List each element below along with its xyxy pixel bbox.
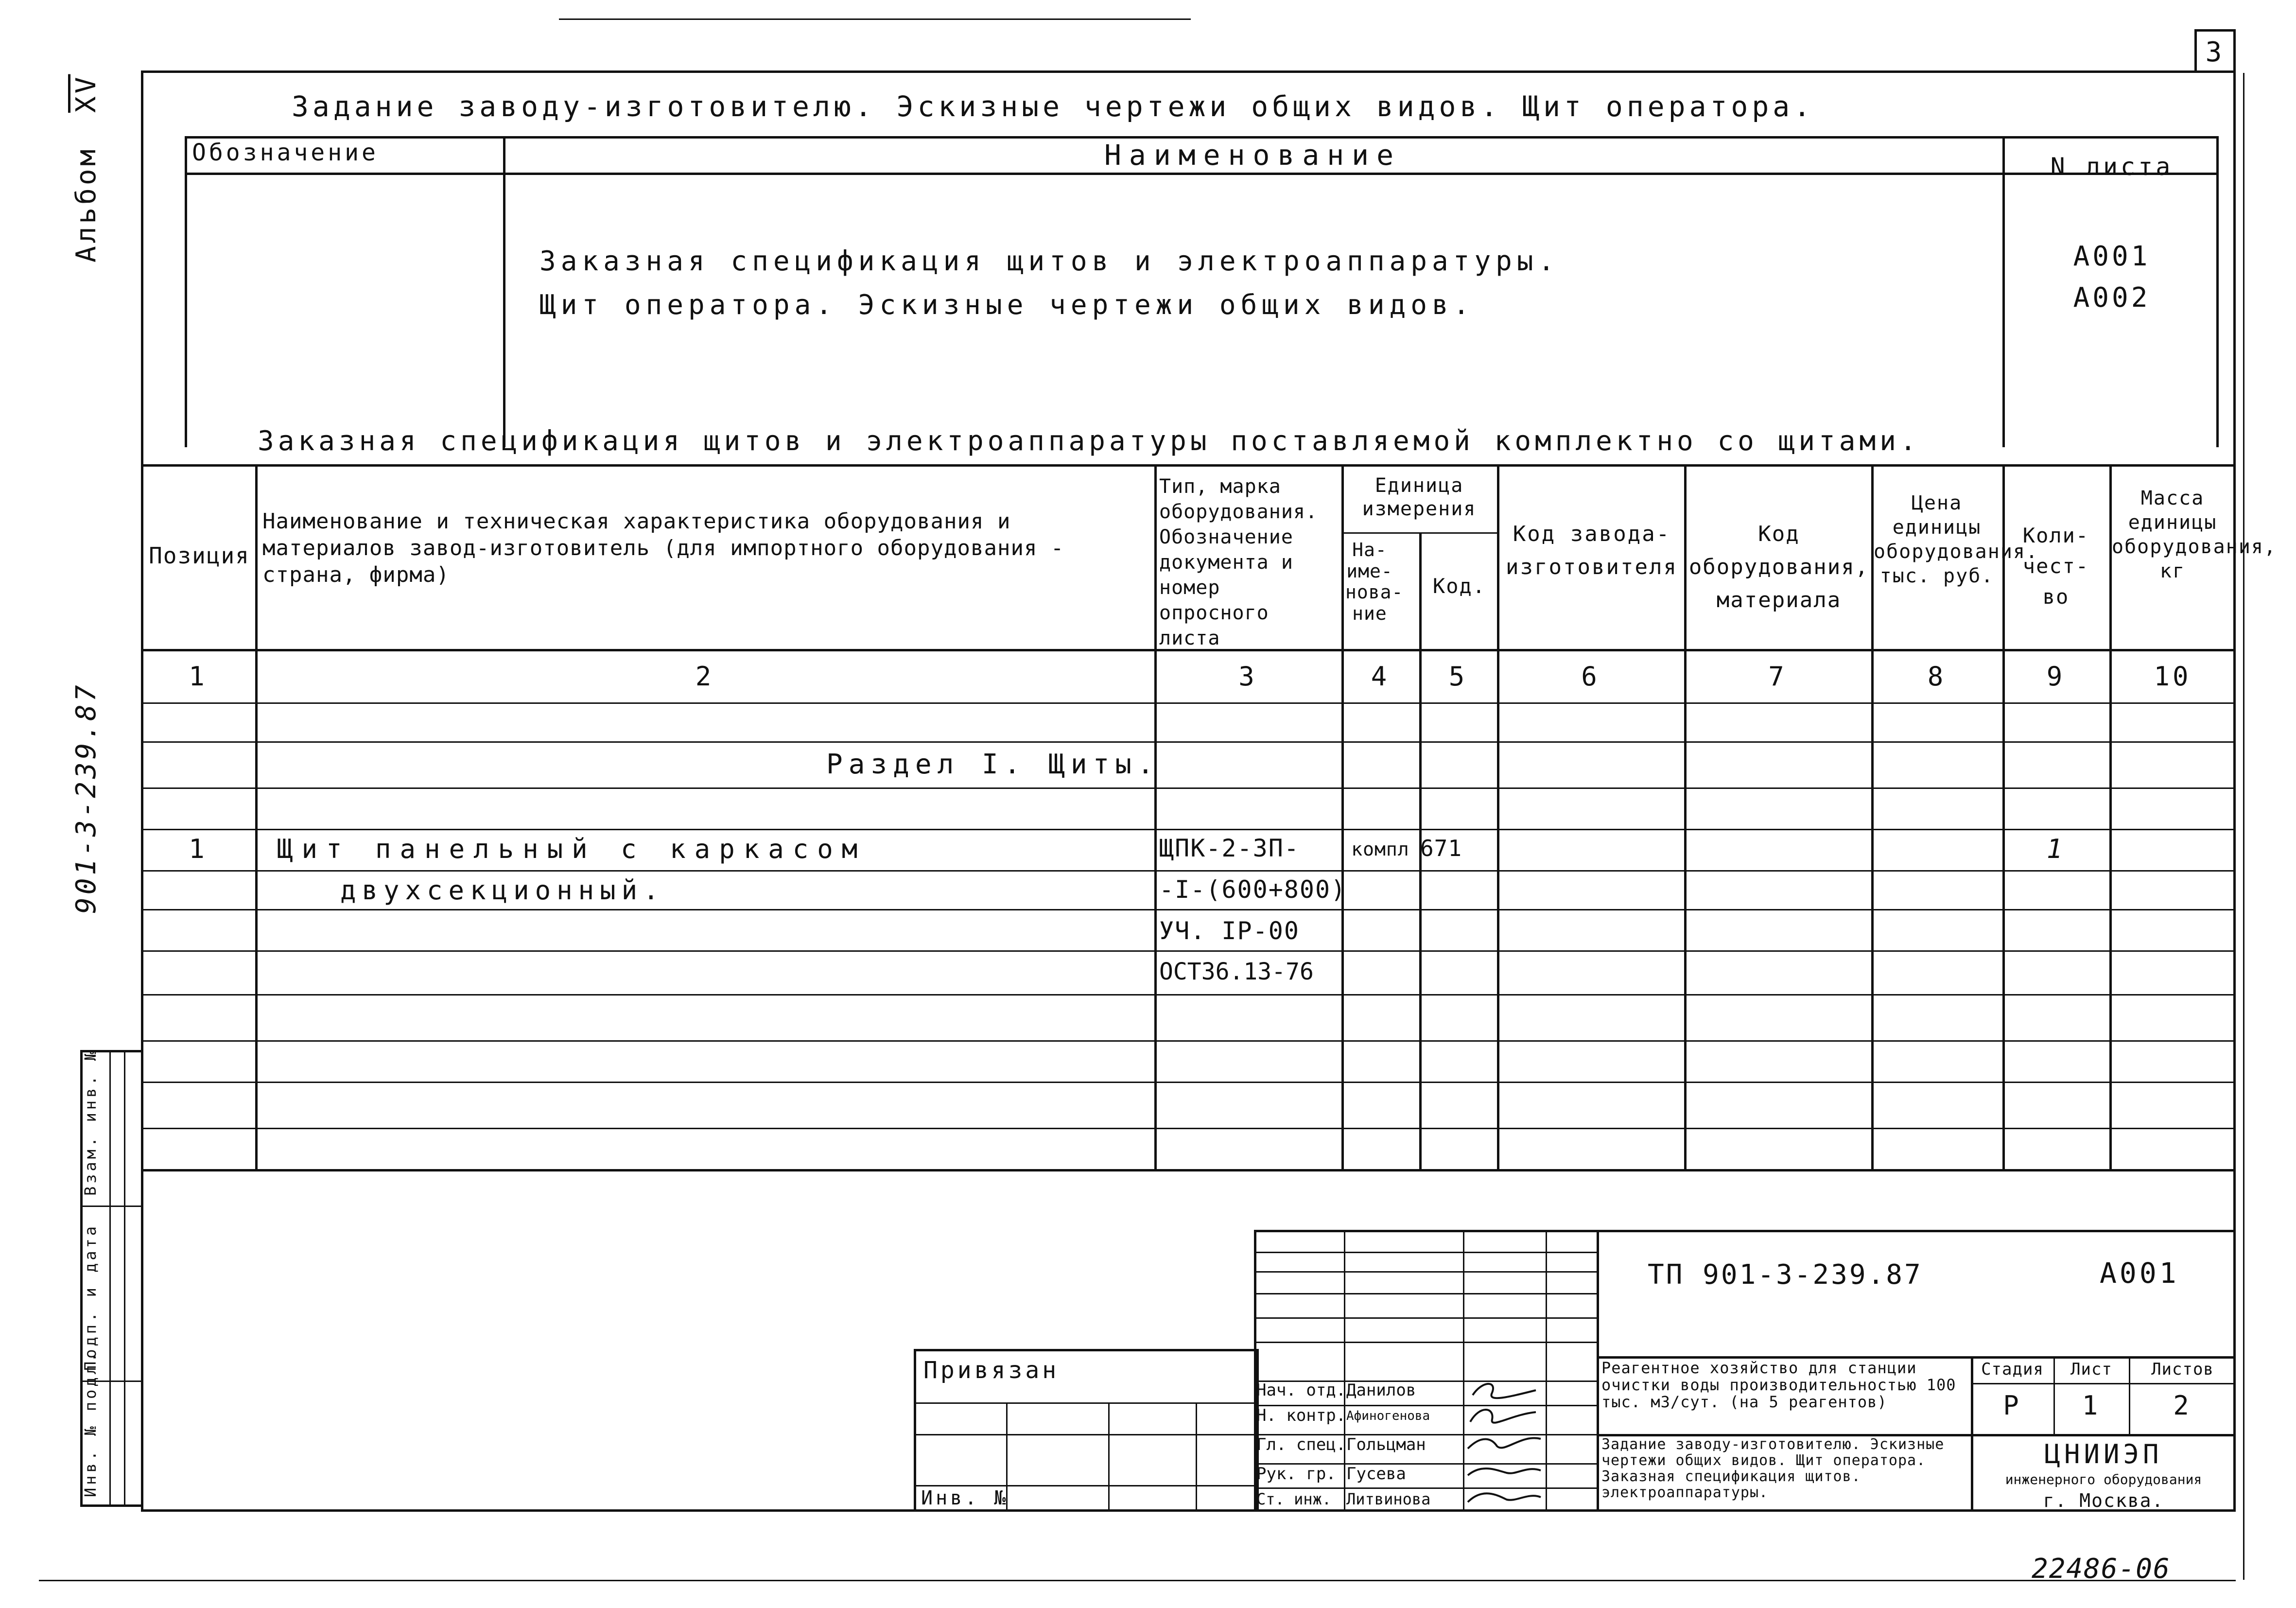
- row-1-code: 671: [1420, 835, 1462, 861]
- tied-col-3: [1196, 1402, 1197, 1512]
- stage-label: Стадия: [1981, 1360, 2044, 1379]
- doc-number: ТП 901-3-239.87: [1648, 1259, 1923, 1291]
- row-line-10: [141, 1082, 2236, 1083]
- project-name: Реагентное хозяйство для станции очистки воды производительностью 100 тыс. м3/сут. (на 5 реагентов): [1601, 1359, 1956, 1412]
- outer-bottom-line: [39, 1580, 2236, 1581]
- row-1-unit: компл: [1351, 839, 1409, 860]
- stage-header-line: [1971, 1383, 2236, 1384]
- tb-row-1: [1254, 1252, 1599, 1253]
- side-stamp-inv-orig: Инв. № подл.: [81, 1349, 100, 1497]
- hdr-unit-code: Код.: [1432, 574, 1486, 598]
- section-heading: Раздел I. Щиты.: [826, 749, 1160, 780]
- sig-role-1: Нач. отд.: [1256, 1381, 1346, 1400]
- hdr-equipment-code: Код оборудования, материала: [1688, 522, 1869, 613]
- colnum-8: 8: [1927, 661, 1947, 692]
- inv-label: Инв. №: [921, 1487, 1009, 1509]
- footer-number: 22486-06: [2032, 1553, 2171, 1585]
- toc-item-2-name: Щит оператора. Эскизные чертежи общих видов.: [539, 289, 1475, 321]
- task-title: Задание заводу-изготовителю. Эскизные чертежи общих видов. Щит оператора.: [292, 90, 1815, 123]
- tied-row-1: [914, 1402, 1259, 1404]
- hdr-position: Позиция: [149, 542, 250, 569]
- toc-item-1-sheet: А001: [2073, 241, 2151, 272]
- spec-col-line-2: [1154, 464, 1157, 1171]
- album-label: Альбом $\overline{XV}$: [70, 74, 102, 262]
- sig-role-2: Н. контр.: [1256, 1406, 1346, 1425]
- row-line-11: [141, 1128, 2236, 1129]
- album-number: $\overline{XV}$: [70, 74, 102, 113]
- spec-col-line-5: [1497, 464, 1499, 1171]
- sheets-value: 2: [2173, 1390, 2192, 1421]
- toc-header-sheet: N листа: [2050, 153, 2174, 181]
- colnum-6: 6: [1581, 661, 1600, 692]
- hdr-factory-code: Код завода-изготовителя: [1506, 522, 1678, 580]
- colnum-1: 1: [189, 661, 208, 692]
- row-line-2: [141, 741, 2236, 743]
- row-line-3: [141, 787, 2236, 789]
- hdr-quantity: Коли-чест-во: [2022, 524, 2089, 609]
- sig-name-3: Гольцман: [1346, 1435, 1426, 1454]
- unit-group-line: [1341, 532, 1497, 534]
- sheets-label: Листов: [2151, 1360, 2214, 1379]
- colnum-9: 9: [2046, 661, 2066, 692]
- outer-right-line: [2243, 73, 2244, 1580]
- toc-item-2-sheet: А002: [2073, 282, 2151, 314]
- org-sub: инженерного оборудования: [2005, 1471, 2202, 1487]
- tb-row-5: [1254, 1342, 1599, 1343]
- colnum-10: 10: [2154, 661, 2192, 692]
- doc-code-side: 901-3-239.87: [70, 682, 102, 914]
- tied-col-2: [1108, 1402, 1110, 1512]
- toc-header-line: [185, 173, 2219, 175]
- colnum-4: 4: [1371, 661, 1390, 692]
- row-line-7: [141, 950, 2236, 952]
- spec-title: Заказная спецификация щитов и электроаппаратуры поставляемой комплектно со щитами.: [258, 425, 1920, 457]
- tied-row-2: [914, 1434, 1259, 1435]
- spec-col-line-8: [2002, 464, 2005, 1171]
- spec-col-line-3: [1341, 464, 1344, 1171]
- sig-name-4: Гусева: [1346, 1464, 1406, 1484]
- sheet-number: 3: [2205, 36, 2225, 68]
- side-stamp-divider: [109, 1050, 111, 1507]
- stage-value: Р: [2003, 1390, 2022, 1421]
- row-2-type: -I-(600+800): [1159, 875, 1347, 904]
- row-line-5: [141, 870, 2236, 872]
- handwritten-signatures: [1463, 1376, 1546, 1512]
- side-stamp-sign-date: Подп. и дата: [81, 1223, 100, 1371]
- hdr-mass: Масса единицы оборудования, кг: [2112, 487, 2277, 582]
- org-name: ЦНИИЭП: [2044, 1439, 2163, 1469]
- toc-item-1-name: Заказная спецификация щитов и электроаппаратуры.: [539, 245, 1560, 277]
- colnum-3: 3: [1238, 661, 1257, 692]
- sig-role-3: Гл. спец.: [1256, 1435, 1346, 1454]
- tb-row-2: [1254, 1271, 1599, 1273]
- row-line-9: [141, 1040, 2236, 1042]
- toc-header-designation: Обозначение: [192, 139, 379, 166]
- hdr-price: Цена единицы оборудования. тыс. руб.: [1874, 492, 2039, 587]
- tb-row-4: [1254, 1317, 1599, 1319]
- sig-name-5: Литвинова: [1346, 1490, 1431, 1508]
- row-3-type: УЧ. IР-00: [1159, 917, 1300, 945]
- row-2-name: двухсекционный.: [340, 875, 665, 906]
- toc-header-name: Наименование: [1104, 139, 1402, 172]
- tied-row-3: [914, 1485, 1259, 1486]
- row-1-type: ЩПК-2-3П-: [1159, 834, 1300, 862]
- row-1-name: Щит панельный с каркасом: [277, 834, 867, 864]
- row-line-6: [141, 909, 2236, 910]
- side-frame-tick: [124, 1050, 125, 1507]
- sig-role-4: Рук. гр.: [1256, 1464, 1336, 1484]
- row-line-8: [141, 994, 2236, 996]
- row-line-1: [141, 702, 2236, 704]
- tb-row-3: [1254, 1293, 1599, 1294]
- sig-role-5: Ст. инж.: [1256, 1490, 1332, 1508]
- colnum-2: 2: [695, 661, 714, 692]
- sheet-code: А001: [2100, 1257, 2179, 1290]
- side-stamp-row-1: [80, 1206, 143, 1207]
- row-1-pos: 1: [189, 834, 208, 864]
- colnum-7: 7: [1768, 661, 1787, 692]
- tb-row-10: [1254, 1487, 1599, 1489]
- sheet-value: 1: [2082, 1390, 2101, 1421]
- row-1-qty: 1: [2046, 834, 2066, 864]
- hdr-unit-name: На-име-нова-ние: [1345, 539, 1404, 625]
- hdr-type: Тип, марка оборудования. Обозначение документа и номер опросного листа: [1159, 475, 1318, 649]
- sig-name-2: Афиногенова: [1346, 1409, 1430, 1423]
- row-line-4: [141, 829, 2236, 830]
- sheet-label: Лист: [2070, 1360, 2112, 1379]
- spec-col-line-1: [255, 464, 258, 1171]
- hdr-name: Наименование и техническая характеристика оборудования и материалов завод-изготовитель (для импортного оборудования - страна, фирма): [262, 509, 1064, 587]
- sheet-name: Задание заводу-изготовителю. Эскизные чертежи общих видов. Щит оператора. Заказная спецификация щитов. электроаппаратуры.: [1601, 1436, 1945, 1501]
- tied-label: Привязан: [923, 1357, 1060, 1384]
- toc-divider-1: [503, 136, 505, 447]
- colnum-5: 5: [1448, 661, 1468, 692]
- sig-name-1: Данилов: [1346, 1381, 1416, 1400]
- hdr-unit-group: Единица измерения: [1362, 474, 1477, 520]
- row-4-type: ОСТ36.13-76: [1159, 958, 1314, 985]
- top-edge-line: [559, 18, 1191, 20]
- org-city: г. Москва.: [2043, 1490, 2164, 1511]
- side-stamp-replace-inv: Взам. инв. №: [81, 1048, 100, 1196]
